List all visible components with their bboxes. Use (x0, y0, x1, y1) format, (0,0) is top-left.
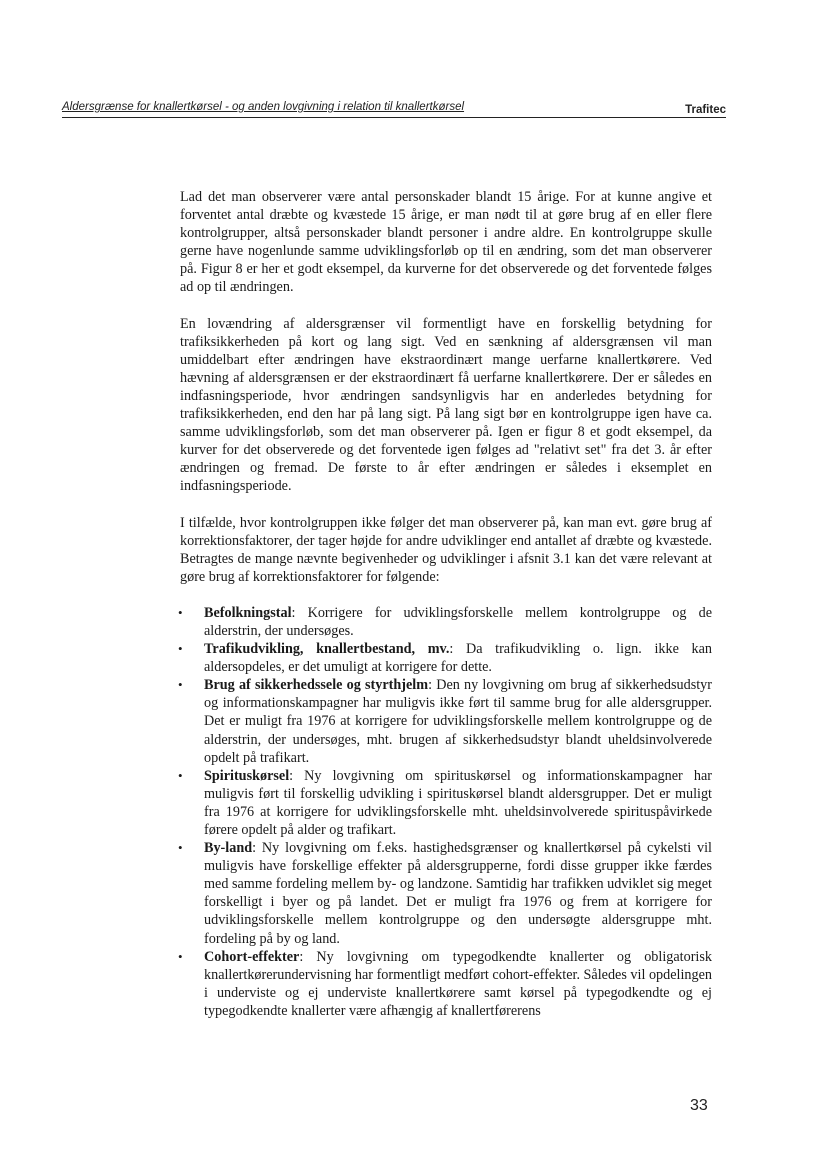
bullet-item-trafikudvikling (180, 640, 712, 676)
header-brand: Trafitec (685, 104, 726, 116)
bullet-text: : Den ny lovgivning om brug af sikkerhedsudstyr og informationskampagner har muligvis ikke ført til samme brug for alle aldersgrupper. Det er muligt fra 1976 at korrigere for udviklingsforskelle mellem kontrolgruppe og de alderstrin, der undersøges, mht. brugen af sikkerhedsudstyr blandt uheldsinvolverede opdelt på trafikart. (204, 677, 712, 766)
bullet-term: Spirituskørsel (204, 767, 290, 784)
bullet-term: Brug af sikkerhedssele og styrthjelm (204, 677, 429, 694)
bullet-term: Befolkningstal (204, 604, 292, 621)
document-body (180, 188, 712, 1020)
bullet-icon: • (178, 767, 183, 783)
header-title: Aldersgrænse for knallertkørsel - og anden lovgivning i relation til knallertkørsel (62, 101, 465, 113)
bullet-list (180, 604, 712, 1020)
paragraph-3: I tilfælde, hvor kontrolgruppen ikke følger det man observerer på, kan man evt. gøre brug af korrektionsfaktorer, der tager højde for andre udviklinger end antallet af dræbte og kvæstede. Betragtes de mange nævnte begivenheder og udviklinger i afsnit 3.1 kan det være relevant at gøre brug af korrektionsfaktorer for følgende: (180, 514, 712, 585)
page-number: 33 (690, 1097, 708, 1114)
bullet-text: : Ny lovgivning om spirituskørsel og informationskampagner har muligvis ført til forskellig udvikling i spirituskørsel blandt aldersgrupper. Det er muligt fra 1976 at korrigere for udviklingsforskelle mht. uheldsinvolverede spirituspåvirkede førere opdelt på alder og trafikart. (204, 767, 712, 838)
bullet-text: : Ny lovgivning om f.eks. hastighedsgrænser og knallertkørsel på cykelsti vil muligvis have forskellige effekter på aldersgrupperne, fordi disse grupper ikke færdes med samme fordeling mellem by- og landzone. Samtidig har trafikken udviklet sig meget forskelligt i byer og på landet. Det er muligt fra 1976 og frem at korrigere for udviklingsforskelle mellem kontrolgruppe og den undersøgte aldersgruppe mht. fordeling på by og land. (204, 840, 712, 947)
bullet-icon: • (178, 840, 183, 856)
bullet-term: Cohort-effekter (204, 948, 300, 965)
bullet-icon: • (178, 948, 183, 964)
bullet-term: By-land (204, 840, 253, 857)
bullet-item-cohort-effekter (180, 948, 712, 1020)
bullet-text: : Da trafikudvikling o. lign. ikke kan aldersopdeles, er det umuligt at korrigere for dette. (204, 641, 712, 676)
running-header (62, 95, 726, 118)
bullet-item-spirituskorsel (180, 767, 712, 839)
bullet-term: Trafikudvikling, knallertbestand, mv. (204, 641, 450, 658)
bullet-item-sikkerhedssele (180, 676, 712, 766)
bullet-item-befolkningstal (180, 604, 712, 640)
paragraph-1: Lad det man observerer være antal personskader blandt 15 årige. For at kunne angive et forventet antal dræbte og kvæstede 15 årige, er man nødt til at gøre brug af en eller flere kontrolgrupper, altså personskader blandt personer i andre aldre. En kontrolgruppe skulle gerne have nogenlunde samme udviklingsforløb op til en ændring, som det man observerer på. Figur 8 er her et godt eksempel, da kurverne for det observerede og det forventede følges ad op til ændringen. (180, 189, 712, 296)
bullet-icon: • (178, 604, 183, 620)
bullet-icon: • (178, 677, 183, 693)
bullet-text: : Korrigere for udviklingsforskelle mellem kontrolgruppe og de alderstrin, der undersøges. (204, 604, 712, 639)
bullet-item-by-land (180, 839, 712, 948)
bullet-text: : Ny lovgivning om typegodkendte knallerter og obligatorisk knallertkørerundervisning har formentligt medført cohort-effekter. Således vil opdelingen i underviste og ej underviste knallertkørere samt kørsel på typegodkendte og ej typegodkendte knallerter være afhængig af knallertførerens (204, 948, 712, 1019)
bullet-icon: • (178, 641, 183, 657)
paragraph-2: En lovændring af aldersgrænser vil formentligt have en forskellig betydning for trafiksikkerheden på kort og lang sigt. Ved en sænkning af aldersgrænsen vil man umiddelbart efter ændringen have ekstraordinært mange uerfarne knallertkørere. Ved hævning af aldersgrænsen er der ekstraordinært få uerfarne knallertkørere. Der er således en indfasningsperiode, hvor ændringen sandsynligvis har en anderledes betydning for trafiksikkerheden, end den har på lang sigt. På lang sigt bør en kontrolgruppe igen have ca. samme udviklingsforløb, som det man observerer på. Igen er figur 8 et godt eksempel, da kurver for det observerede og det forventede igen følges ad "relativt set" fra det 3. år efter ændringen og fremad. De første to år efter ændringen er således i eksemplet en indfasningsperiode. (180, 315, 712, 495)
